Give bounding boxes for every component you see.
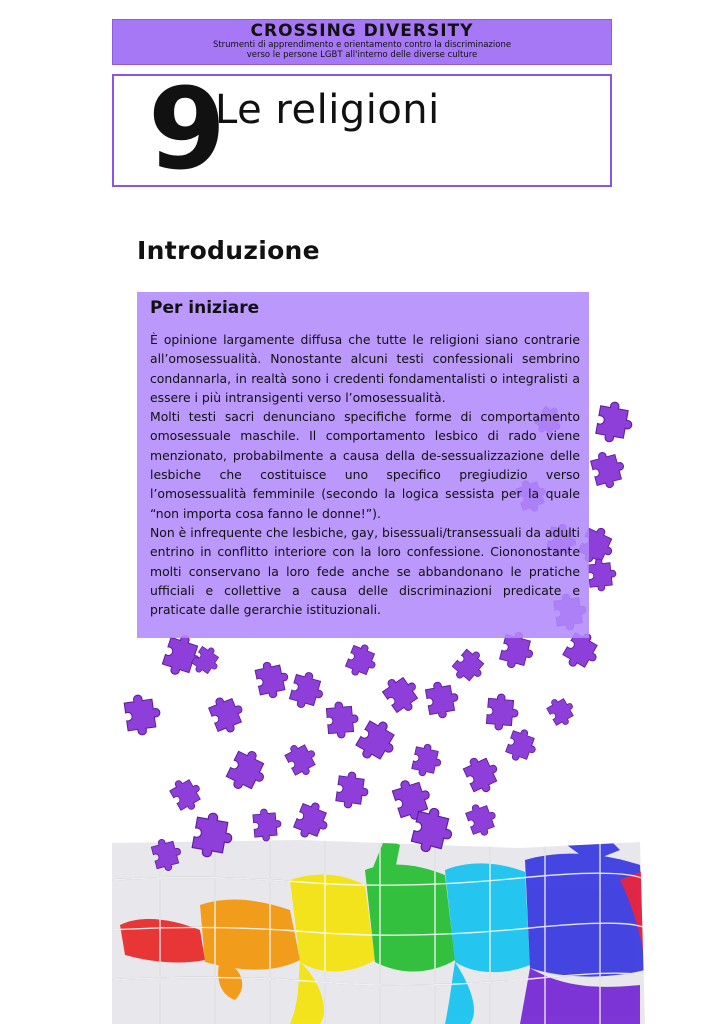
header-subtitle-line1: Strumenti di apprendimento e orientamento contro la discriminazione [212, 40, 512, 50]
chapter-heading-box [112, 65, 612, 195]
intro-paragraph-2: Molti testi sacri denunciano specifiche forme di comportamento omosessuale maschile. Il comportamento lesbico di rado viene menzionato, probabilmente a causa della de-sessualizzazione delle lesbiche che costituisce uno specifico pregiudizio verso l’omosessualità femminile (secondo la logica sessista per la quale “non importa cosa fanno le donne!”). [150, 409, 580, 521]
header-band [112, 19, 612, 65]
intro-paragraph-3: Non è infrequente che lesbiche, gay, bisessuali/transessuali da adulti entrino in conflitto interiore con la loro confessione. Ciononostante molti conservano la loro fede anche se abbandonano le pratiche ufficiali e collettive a causa delle discriminazioni predicate e praticate dalle gerarchie istituzionali. [150, 524, 580, 618]
intro-box [137, 292, 589, 638]
header-title: CROSSING DIVERSITY [250, 21, 474, 41]
section-title: Introduzione [137, 236, 320, 265]
chapter-title: Le religioni [215, 87, 440, 133]
puzzle-floor [112, 830, 652, 1024]
chapter-number: 9 [148, 65, 220, 195]
intro-heading: Per iniziare [150, 298, 260, 318]
intro-paragraph-1: È opinione largamente diffusa che tutte le religioni siano contrarie all’omosessualità. Nonostante alcuni testi confessionali sembrino condannarla, in realtà sono i credenti fondamentalisti o integralisti a essere i più intransigenti verso l’omosessualità. [150, 332, 580, 405]
header-subtitle-line2: verso le persone LGBT all'interno delle diverse culture [246, 50, 478, 60]
